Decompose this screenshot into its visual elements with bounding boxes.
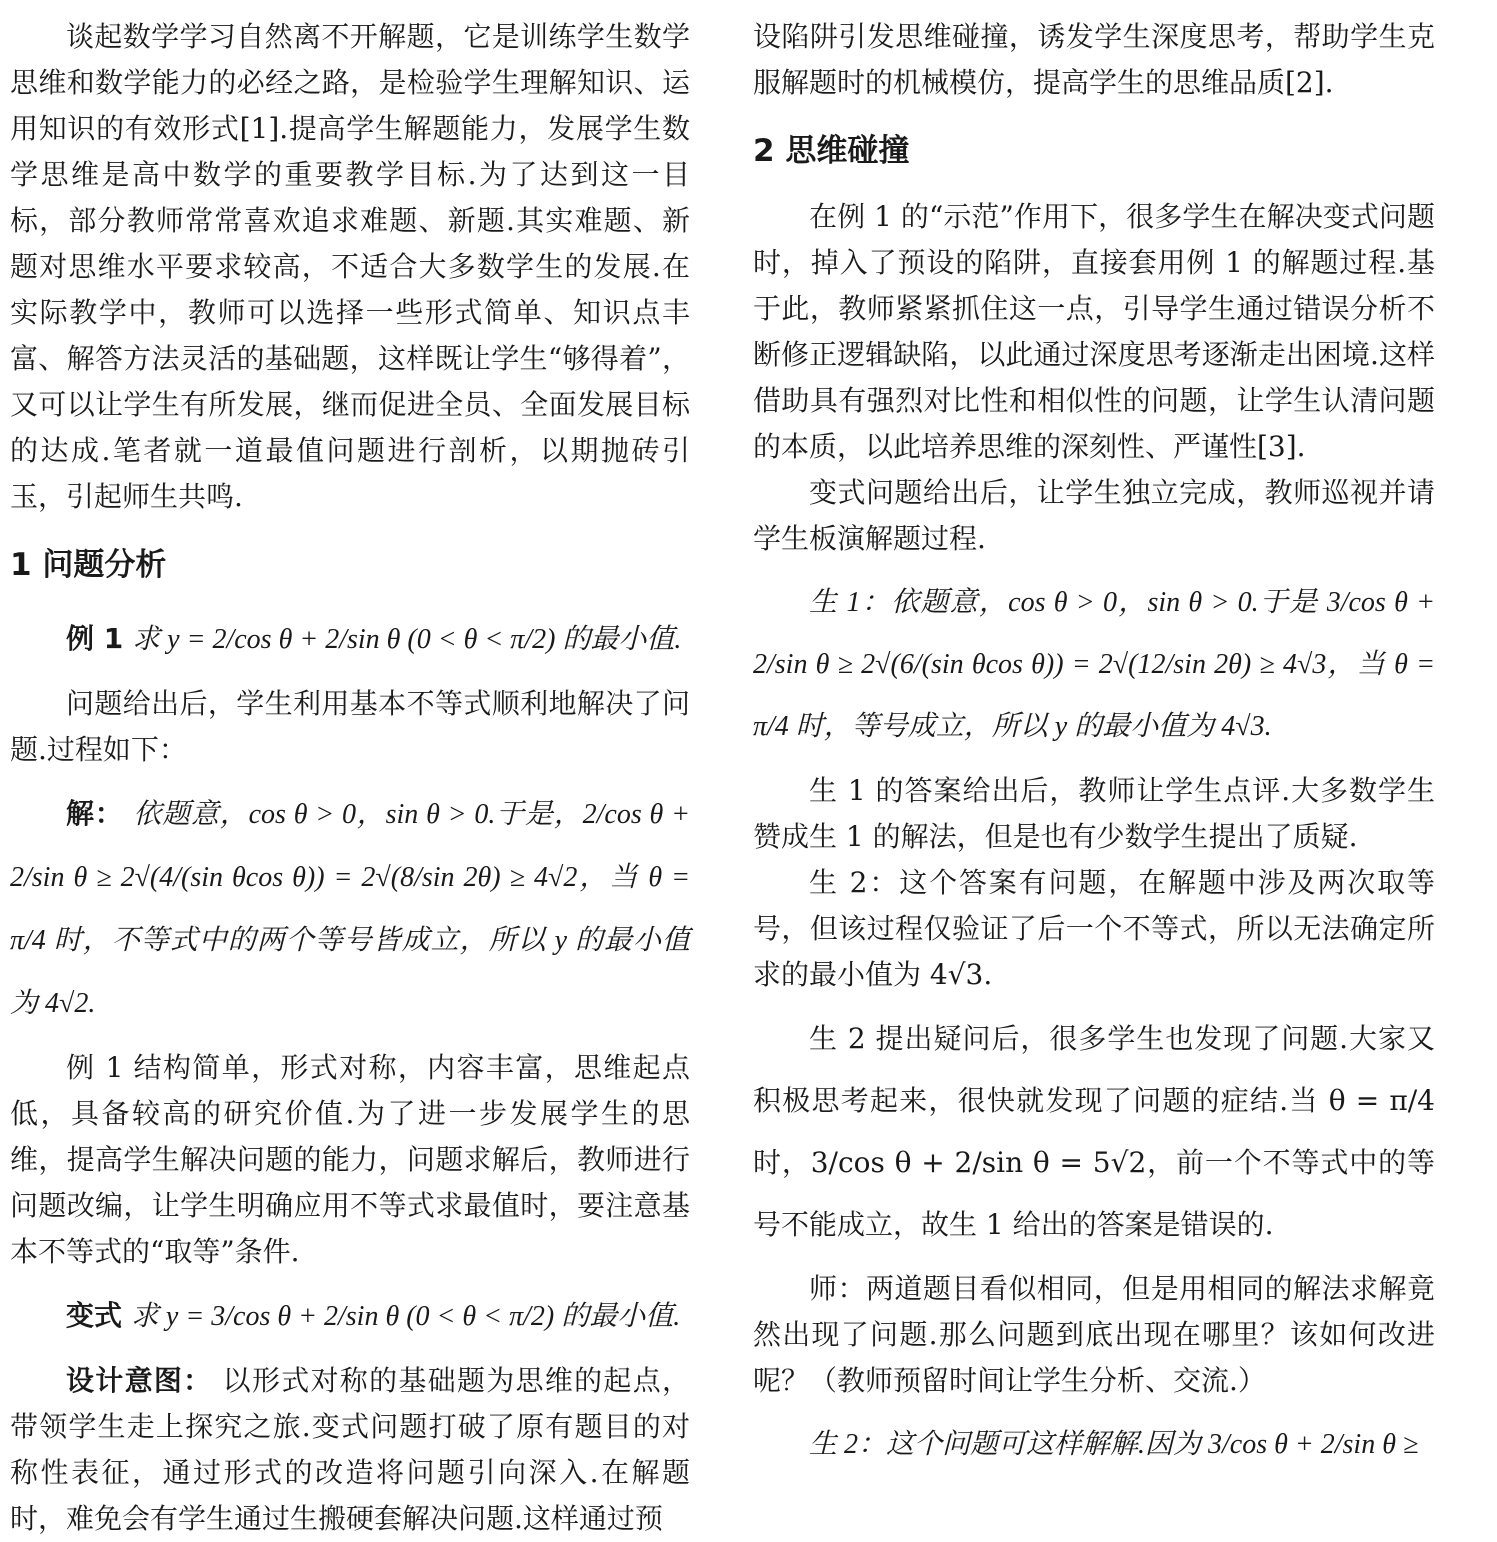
paragraph-1: 在例 1 的“示范”作用下，很多学生在解决变式问题时，掉入了预设的陷阱，直接套用例 1 的解题过程.基于此，教师紧紧抓住这一点，引导学生通过错误分析不断修正逻辑缺陷，以此通过深度思考逐渐走出困境.这样借助具有强烈对比性和相似性的问题，让学生认清问题的本质，以此培养思维的深刻性、严谨性[3]. [753, 200, 1435, 463]
design-intent [10, 1358, 690, 1542]
section-heading-1: 1 问题分析 [10, 547, 167, 583]
teacher-paragraph: 师：两道题目看似相同，但是用相同的解法求解竟然出现了问题.那么问题到底出现在哪里？该如何改进呢？（教师预留时间让学生分析、交流.） [753, 1272, 1435, 1397]
paragraph-2: 变式问题给出后，让学生独立完成，教师巡视并请学生板演解题过程. [753, 476, 1435, 555]
paragraph-3: 生 1 的答案给出后，教师让学生点评.大多数学生赞成生 1 的解法，但是也有少数学生提出了质疑. [753, 774, 1435, 853]
student-2: 生 2：这个答案有问题，在解题中涉及两次取等号，但该过程仅验证了后一个不等式，所以无法确定所求的最小值为 4√3. [753, 866, 1435, 991]
solution [10, 783, 690, 1035]
example-1 [10, 608, 690, 671]
after-example: 问题给出后，学生利用基本不等式顺利地解决了问题.过程如下： [10, 687, 690, 766]
comment-paragraph: 例 1 结构简单，形式对称，内容丰富，思维起点低，具备较高的研究价值.为了进一步发展学生的思维，提高学生解决问题的能力，问题求解后，教师进行问题改编，让学生明确应用不等式求最值时，要注意基本不等式的“取等”条件. [10, 1051, 690, 1268]
paragraph-4: 生 2 提出疑问后，很多学生也发现了问题.大家又积极思考起来，很快就发现了问题的症结.当 θ = π/4 时，3/cos θ + 2/sin θ = 5√2，前一个不等式中的等号不能成立，故生 1 给出的答案是错误的. [753, 1022, 1435, 1241]
student-2b: 生 2：这个问题可这样解解.因为 3/cos θ + 2/sin θ ≥ [809, 1429, 1419, 1460]
left-column [10, 14, 690, 1542]
right-column [753, 14, 1435, 1486]
variant-text: 求 y = 3/cos θ + 2/sin θ (0 < θ < π/2) 的最小值. [130, 1301, 681, 1332]
design-text: 以形式对称的基础题为思维的起点，带领学生走上探究之旅.变式问题打破了原有题目的对称性表征，通过形式的改造将问题引向深入.在解题时，难免会有学生通过生搬硬套解决问题.这样通过预 [10, 1364, 690, 1535]
section-heading-2: 2 思维碰撞 [753, 133, 910, 169]
solution-text: 依题意，cos θ > 0，sin θ > 0.于是，2/cos θ + 2/sin θ ≥ 2√(4/(sin θcos θ)) = 2√(8/sin 2θ) ≥ 4√2，当 θ = π/4 时，不等式中的两个等号皆成立，所以 y 的最小值为 4√2. [10, 799, 690, 1019]
solution-label: 解： [66, 797, 124, 830]
variant [10, 1285, 690, 1348]
intro-paragraph: 谈起数学学习自然离不开解题，它是训练学生数学思维和数学能力的必经之路，是检验学生理解知识、运用知识的有效形式[1].提高学生解题能力，发展学生数学思维是高中数学的重要教学目标.为了达到这一目标，部分教师常常喜欢追求难题、新题.其实难题、新题对思维水平要求较高，不适合大多数学生的发展.在实际教学中，教师可以选择一些形式简单、知识点丰富、解答方法灵活的基础题，这样既让学生“够得着”，又可以让学生有所发展，继而促进全员、全面发展目标的达成.笔者就一道最值问题进行剖析，以期抛砖引玉，引起师生共鸣. [10, 20, 690, 513]
example-label: 例 1 [66, 622, 124, 655]
example-text: 求 y = 2/cos θ + 2/sin θ (0 < θ < π/2) 的最小值. [132, 624, 682, 655]
design-label: 设计意图： [66, 1364, 213, 1397]
variant-label: 变式 [66, 1299, 123, 1332]
continued-paragraph: 设陷阱引发思维碰撞，诱发学生深度思考，帮助学生克服解题时的机械模仿，提高学生的思维品质[2]. [753, 20, 1435, 99]
student-1: 生 1：依题意，cos θ > 0，sin θ > 0.于是 3/cos θ + 2/sin θ ≥ 2√(6/(sin θcos θ)) = 2√(12/sin 2θ) ≥ 4√3，当 θ = π/4 时，等号成立，所以 y 的最小值为 4√3. [753, 587, 1435, 742]
